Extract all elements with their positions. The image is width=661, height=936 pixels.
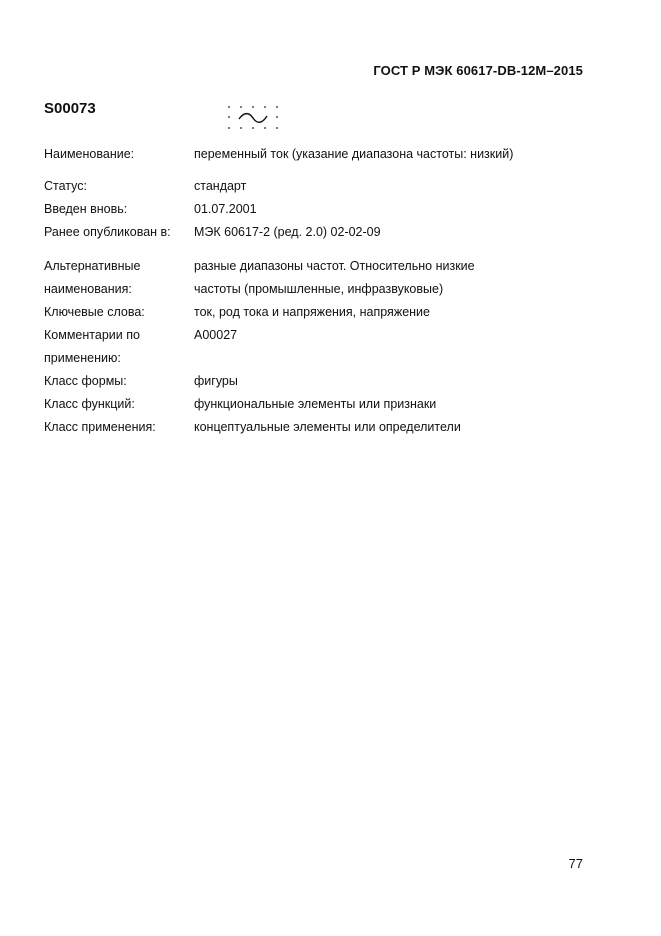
field-label: Введен вновь: — [44, 202, 128, 216]
field-row-alt-names-2 — [44, 278, 604, 301]
field-value: 01.07.2001 — [194, 202, 257, 216]
field-label: Альтернативные — [44, 259, 141, 273]
field-row-function-class — [44, 393, 604, 416]
document-header: ГОСТ Р МЭК 60617-DB-12M–2015 — [373, 63, 583, 78]
field-value: частоты (промышленные, инфразвуковые) — [194, 282, 444, 296]
field-value: ток, род тока и напряжения, напряжение — [194, 305, 430, 319]
field-row-application-class — [44, 416, 604, 439]
field-row-alt-names-1 — [44, 255, 604, 278]
field-value: МЭК 60617-2 (ред. 2.0) 02-02-09 — [194, 225, 381, 239]
field-value: концептуальные элементы или определители — [194, 420, 461, 434]
field-label: Ключевые слова: — [44, 305, 145, 319]
field-value: фигуры — [194, 374, 238, 388]
field-value: стандарт — [194, 179, 247, 193]
field-label: применению: — [44, 351, 121, 365]
field-row-status — [44, 175, 604, 198]
field-value: функциональные элементы или признаки — [194, 397, 437, 411]
symbol-code: S00073 — [44, 100, 96, 117]
field-label: Статус: — [44, 179, 87, 193]
field-row-name — [44, 143, 604, 166]
field-label: Класс применения: — [44, 420, 156, 434]
field-value: разные диапазоны частот. Относительно низкие — [194, 259, 475, 273]
field-row-published — [44, 221, 604, 244]
page-number: 77 — [568, 856, 583, 871]
field-label: Класс формы: — [44, 374, 127, 388]
field-label: Наименование: — [44, 147, 135, 161]
field-label: Комментарии по — [44, 328, 140, 342]
field-label: наименования: — [44, 282, 132, 296]
field-row-comments-1 — [44, 324, 604, 347]
ac-tilde-symbol-icon — [225, 100, 281, 134]
field-row-comments-2 — [44, 347, 604, 370]
field-label: Ранее опубликован в: — [44, 225, 171, 239]
field-value: переменный ток (указание диапазона частоты: низкий) — [194, 147, 514, 161]
field-row-keywords — [44, 301, 604, 324]
field-row-form-class — [44, 370, 604, 393]
field-value: A00027 — [194, 328, 238, 342]
field-label: Класс функций: — [44, 397, 135, 411]
field-row-introduced — [44, 198, 604, 221]
